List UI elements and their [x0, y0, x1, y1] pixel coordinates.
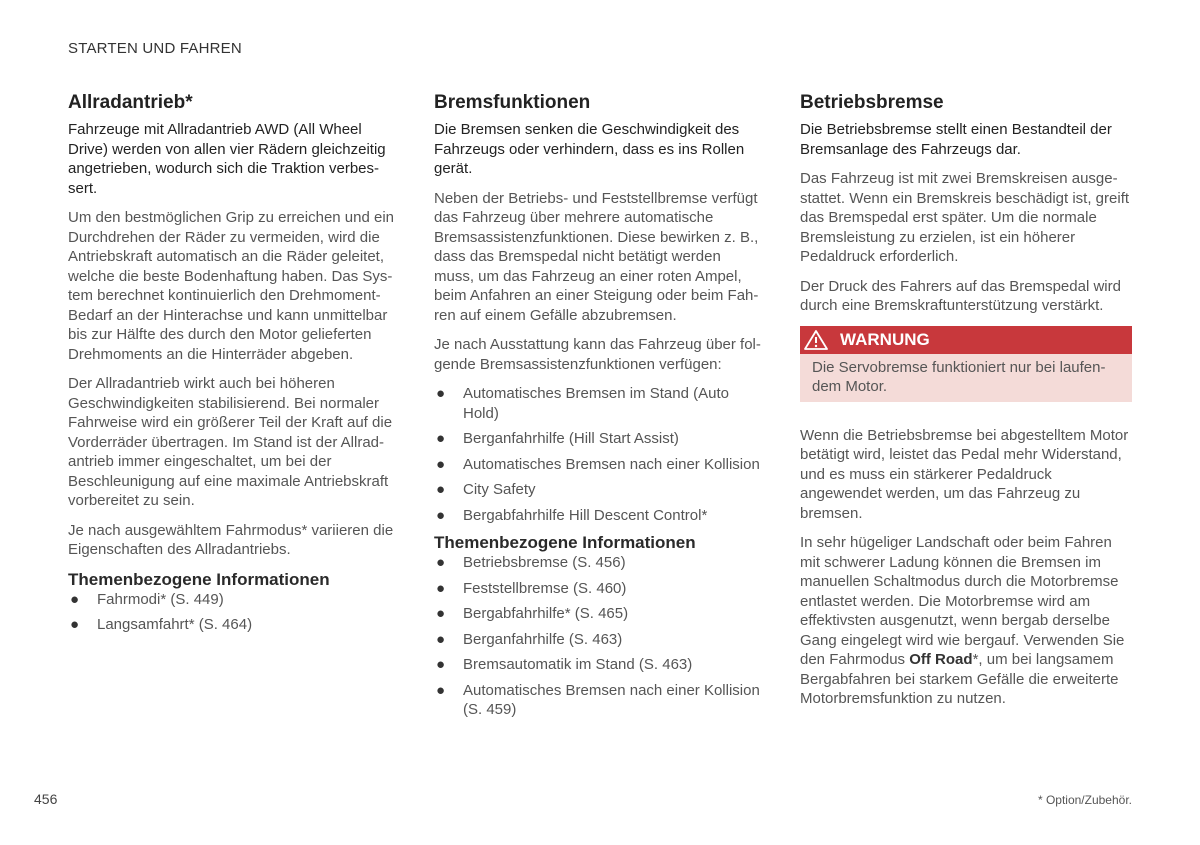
- column-betriebsbremse: [800, 92, 1132, 719]
- list-item: ● City Safety: [436, 481, 536, 498]
- lead-paragraph: Die Betriebsbremse stellt einen Bestandteil der Bremsanlage des Fahrzeugs dar.: [800, 121, 1112, 158]
- body-paragraph: Der Allradantrieb wirkt auch bei höheren Geschwindigkeiten stabilisierend. Bei normaler Fahrweise wird ein größerer Teil der Kraft auf die Vorderräder übertragen. Im Stand ist der Allradantrieb immer eingeschaltet, um bei der Beschleunigung auf eine maximale Antriebskraft vorbereitet zu sein.: [68, 375, 393, 509]
- bullet-icon: ●: [436, 579, 446, 597]
- bullet-icon: ●: [436, 385, 446, 402]
- bullet-icon: ●: [436, 455, 446, 473]
- column-bremsfunktionen: [434, 92, 764, 726]
- warning-triangle-icon: [804, 330, 828, 350]
- lead-paragraph: Die Bremsen senken die Geschwindigkeit des Fahrzeugs oder verhindern, dass es ins Rollen gerät.: [434, 121, 745, 177]
- footnote: * Option/Zubehör.: [1037, 793, 1132, 807]
- related-title: Themenbezogene Informationen: [434, 533, 696, 552]
- related-link[interactable]: ● Langsamfahrt* (S. 464): [70, 616, 253, 633]
- bullet-icon: ●: [436, 605, 446, 622]
- body-paragraph: Um den bestmöglichen Grip zu erreichen und ein Durchdrehen der Räder zu vermeiden, wird die Antriebskraft automatisch an die Räder geleitet, welche die beste Bodenhaftung haben. Das System berechnet kontinuierlich den DrehmomentBedarf an der Hinterachse und kann unmittelbar bis zur Hälfte des durch den Motor gelieferten Drehmoments an die Hinterräder abgeben.: [68, 209, 395, 363]
- related-link[interactable]: ● Betriebsbremse (S. 456): [436, 554, 626, 571]
- related-link[interactable]: ● Feststellbremse (S. 460): [436, 579, 627, 597]
- drive-mode-keyword: Off Road: [909, 651, 973, 668]
- section-title: Betriebsbremse: [800, 92, 944, 113]
- related-list: [434, 553, 764, 720]
- section-header: STARTEN UND FAHREN: [68, 40, 242, 57]
- body-paragraph: Das Fahrzeug ist mit zwei Bremskreisen ausgestattet. Wenn ein Bremskreis beschädigt ist, greift das Bremspedal erst später. Um die normale Bremsleistung zu erzielen, ist ein höherer Pedaldruck erforderlich.: [800, 170, 1130, 265]
- lead-paragraph: Fahrzeuge mit Allradantrieb AWD (All Wheel Drive) werden von allen vier Rädern gleichzeitig angetrieben, wodurch sich die Traktion verbessert.: [68, 121, 386, 197]
- bullet-icon: ●: [436, 506, 446, 524]
- bullet-icon: ●: [70, 590, 80, 608]
- body-paragraph: Je nach ausgewähltem Fahrmodus* variieren die Eigenschaften des Allradantriebs.: [68, 521, 394, 558]
- list-item: ● Automatisches Bremsen nach einer Kollision: [436, 455, 760, 473]
- page-number: 456: [34, 791, 58, 807]
- related-link[interactable]: ● Berganfahrhilfe (S. 463): [436, 630, 623, 648]
- list-item: ● Bergabfahrhilfe Hill Descent Control*: [436, 506, 708, 524]
- body-paragraph: Wenn die Betriebsbremse bei abgestelltem Motor betätigt wird, leistet das Pedal mehr Widerstand, und es muss ein stärkerer Pedaldruck angewendet werden, um das Fahrzeug zu bremsen.: [800, 426, 1129, 522]
- related-title: Themenbezogene Informationen: [68, 569, 330, 589]
- body-paragraph: Der Druck des Fahrers auf das Bremspedal wird durch eine Bremskraftunterstützung verstärkt.: [800, 277, 1121, 314]
- related-link[interactable]: ● Automatisches Bremsen nach einer Kollision (S. 459): [436, 681, 760, 718]
- warning-label: WARNUNG: [840, 329, 930, 349]
- warning-text: Die Servobremse funktioniert nur bei laufendem Motor.: [800, 354, 1132, 402]
- bullet-icon: ●: [436, 481, 446, 498]
- related-link[interactable]: ● Bremsautomatik im Stand (S. 463): [436, 656, 693, 673]
- related-list: [68, 590, 398, 635]
- section-title: Bremsfunktionen: [434, 92, 591, 113]
- related-link[interactable]: ● Bergabfahrhilfe* (S. 465): [436, 605, 629, 622]
- section-title: Allradantrieb*: [68, 92, 193, 113]
- bullet-icon: ●: [70, 616, 80, 633]
- column-allradantrieb: [68, 92, 398, 641]
- warning-header: [800, 326, 1132, 354]
- list-item: ● Berganfahrhilfe (Hill Start Assist): [436, 430, 679, 447]
- related-link[interactable]: ● Fahrmodi* (S. 449): [70, 590, 224, 608]
- list-item: ● Automatisches Bremsen im Stand (Auto Hold): [436, 385, 729, 422]
- body-paragraph: In sehr hügeliger Landschaft oder beim Fahren mit schwerer Ladung können die Bremsen im manuellen Schaltmodus durch die Motorbremse entlastet werden. Die Motorbremse wird am effektivsten ausgenutzt, wenn bergab derselbe Gang eingelegt wird wie bergauf. Verwenden Sie den Fahrmodus Off Road*, um bei langsamem Bergabfahren bei starkem Gefälle die erweiterte Motorbremsfunktion zu nutzen.: [800, 534, 1125, 707]
- body-paragraph: Neben der Betriebs- und Feststellbremse verfügt das Fahrzeug über mehrere automatische Bremsassistenzfunktionen. Diese bewirken z. B., dass das Bremspedal nicht betätigt werden muss, um das Fahrzeug an einer roten Ampel, beim Anfahren an einer Steigung oder beim Fahren auf einem Gefälle abzubremsen.: [434, 189, 759, 324]
- bullet-icon: ●: [436, 656, 446, 673]
- bullet-icon: ●: [436, 554, 446, 571]
- bullet-icon: ●: [436, 630, 446, 648]
- body-paragraph: Je nach Ausstattung kann das Fahrzeug über folgende Bremsassistenzfunktionen verfügen:: [434, 336, 761, 373]
- warning-box: [800, 326, 1132, 402]
- bullet-icon: ●: [436, 681, 446, 699]
- feature-list: [434, 384, 764, 525]
- bullet-icon: ●: [436, 430, 446, 447]
